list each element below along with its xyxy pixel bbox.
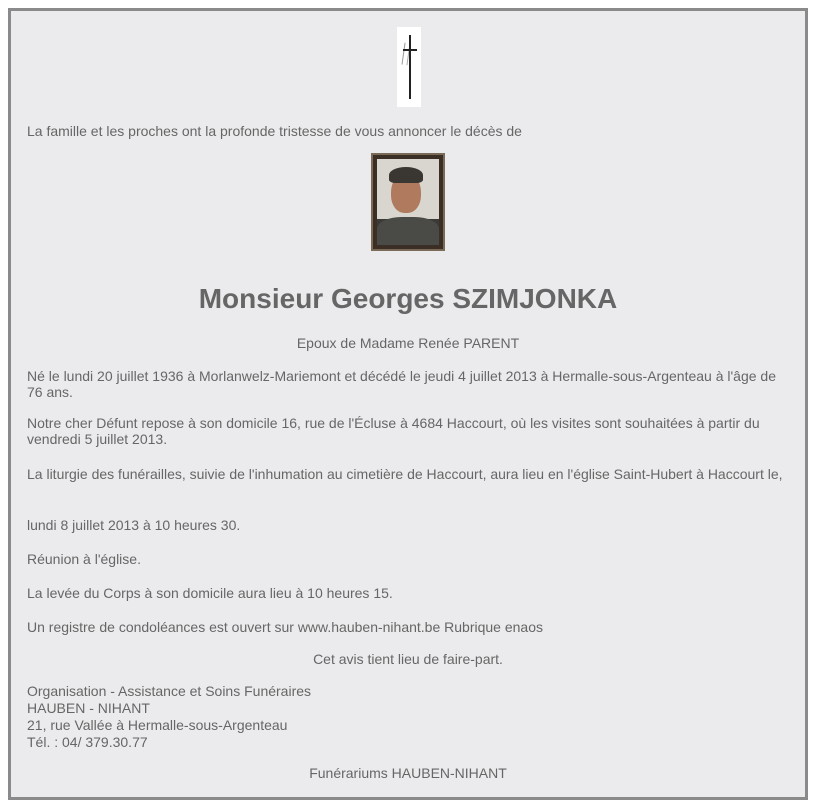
meeting-text: Réunion à l'église. <box>27 551 141 567</box>
cross-icon <box>397 27 421 107</box>
funeral-date-text: lundi 8 juillet 2013 à 10 heures 30. <box>27 517 241 533</box>
deceased-photo <box>371 153 445 251</box>
rest-text: Notre cher Défunt repose à son domicile 16, rue de l'Écluse à 4684 Haccourt, où les visites sont souhaitées à partir du vendredi 5 juillet 2013. <box>27 415 760 447</box>
levee-text: La levée du Corps à son domicile aura lieu à 10 heures 15. <box>27 585 393 601</box>
footer-signature: Funérariums HAUBEN-NIHANT <box>309 765 507 781</box>
liturgy-text: La liturgie des funérailles, suivie de l'inhumation au cimetière de Haccourt, aura lieu en l'église Saint-Hubert à Haccourt le, <box>27 466 783 482</box>
organisation-line: Organisation - Assistance et Soins Funéraires <box>27 683 312 699</box>
deceased-name: Monsieur Georges SZIMJONKA <box>198 283 618 314</box>
spouse-text: Epoux de Madame Renée PARENT <box>296 335 520 351</box>
notice-text: Cet avis tient lieu de faire-part. <box>313 651 503 667</box>
organisation-name: HAUBEN - NIHANT <box>27 700 150 716</box>
organisation-address: 21, rue Vallée à Hermalle-sous-Argenteau <box>27 717 288 733</box>
intro-text: La famille et les proches ont la profonde tristesse de vous annoncer le décès de <box>27 123 522 139</box>
obituary-notice <box>8 8 808 800</box>
birth-death-text: Né le lundi 20 juillet 1936 à Morlanwelz-Mariemont et décédé le jeudi 4 juillet 2013 à Hermalle-sous-Argenteau à l'âge de 76 ans. <box>27 368 776 400</box>
register-text: Un registre de condoléances est ouvert sur www.hauben-nihant.be Rubrique enaos <box>27 619 543 635</box>
organisation-phone: Tél. : 04/ 379.30.77 <box>27 734 148 750</box>
